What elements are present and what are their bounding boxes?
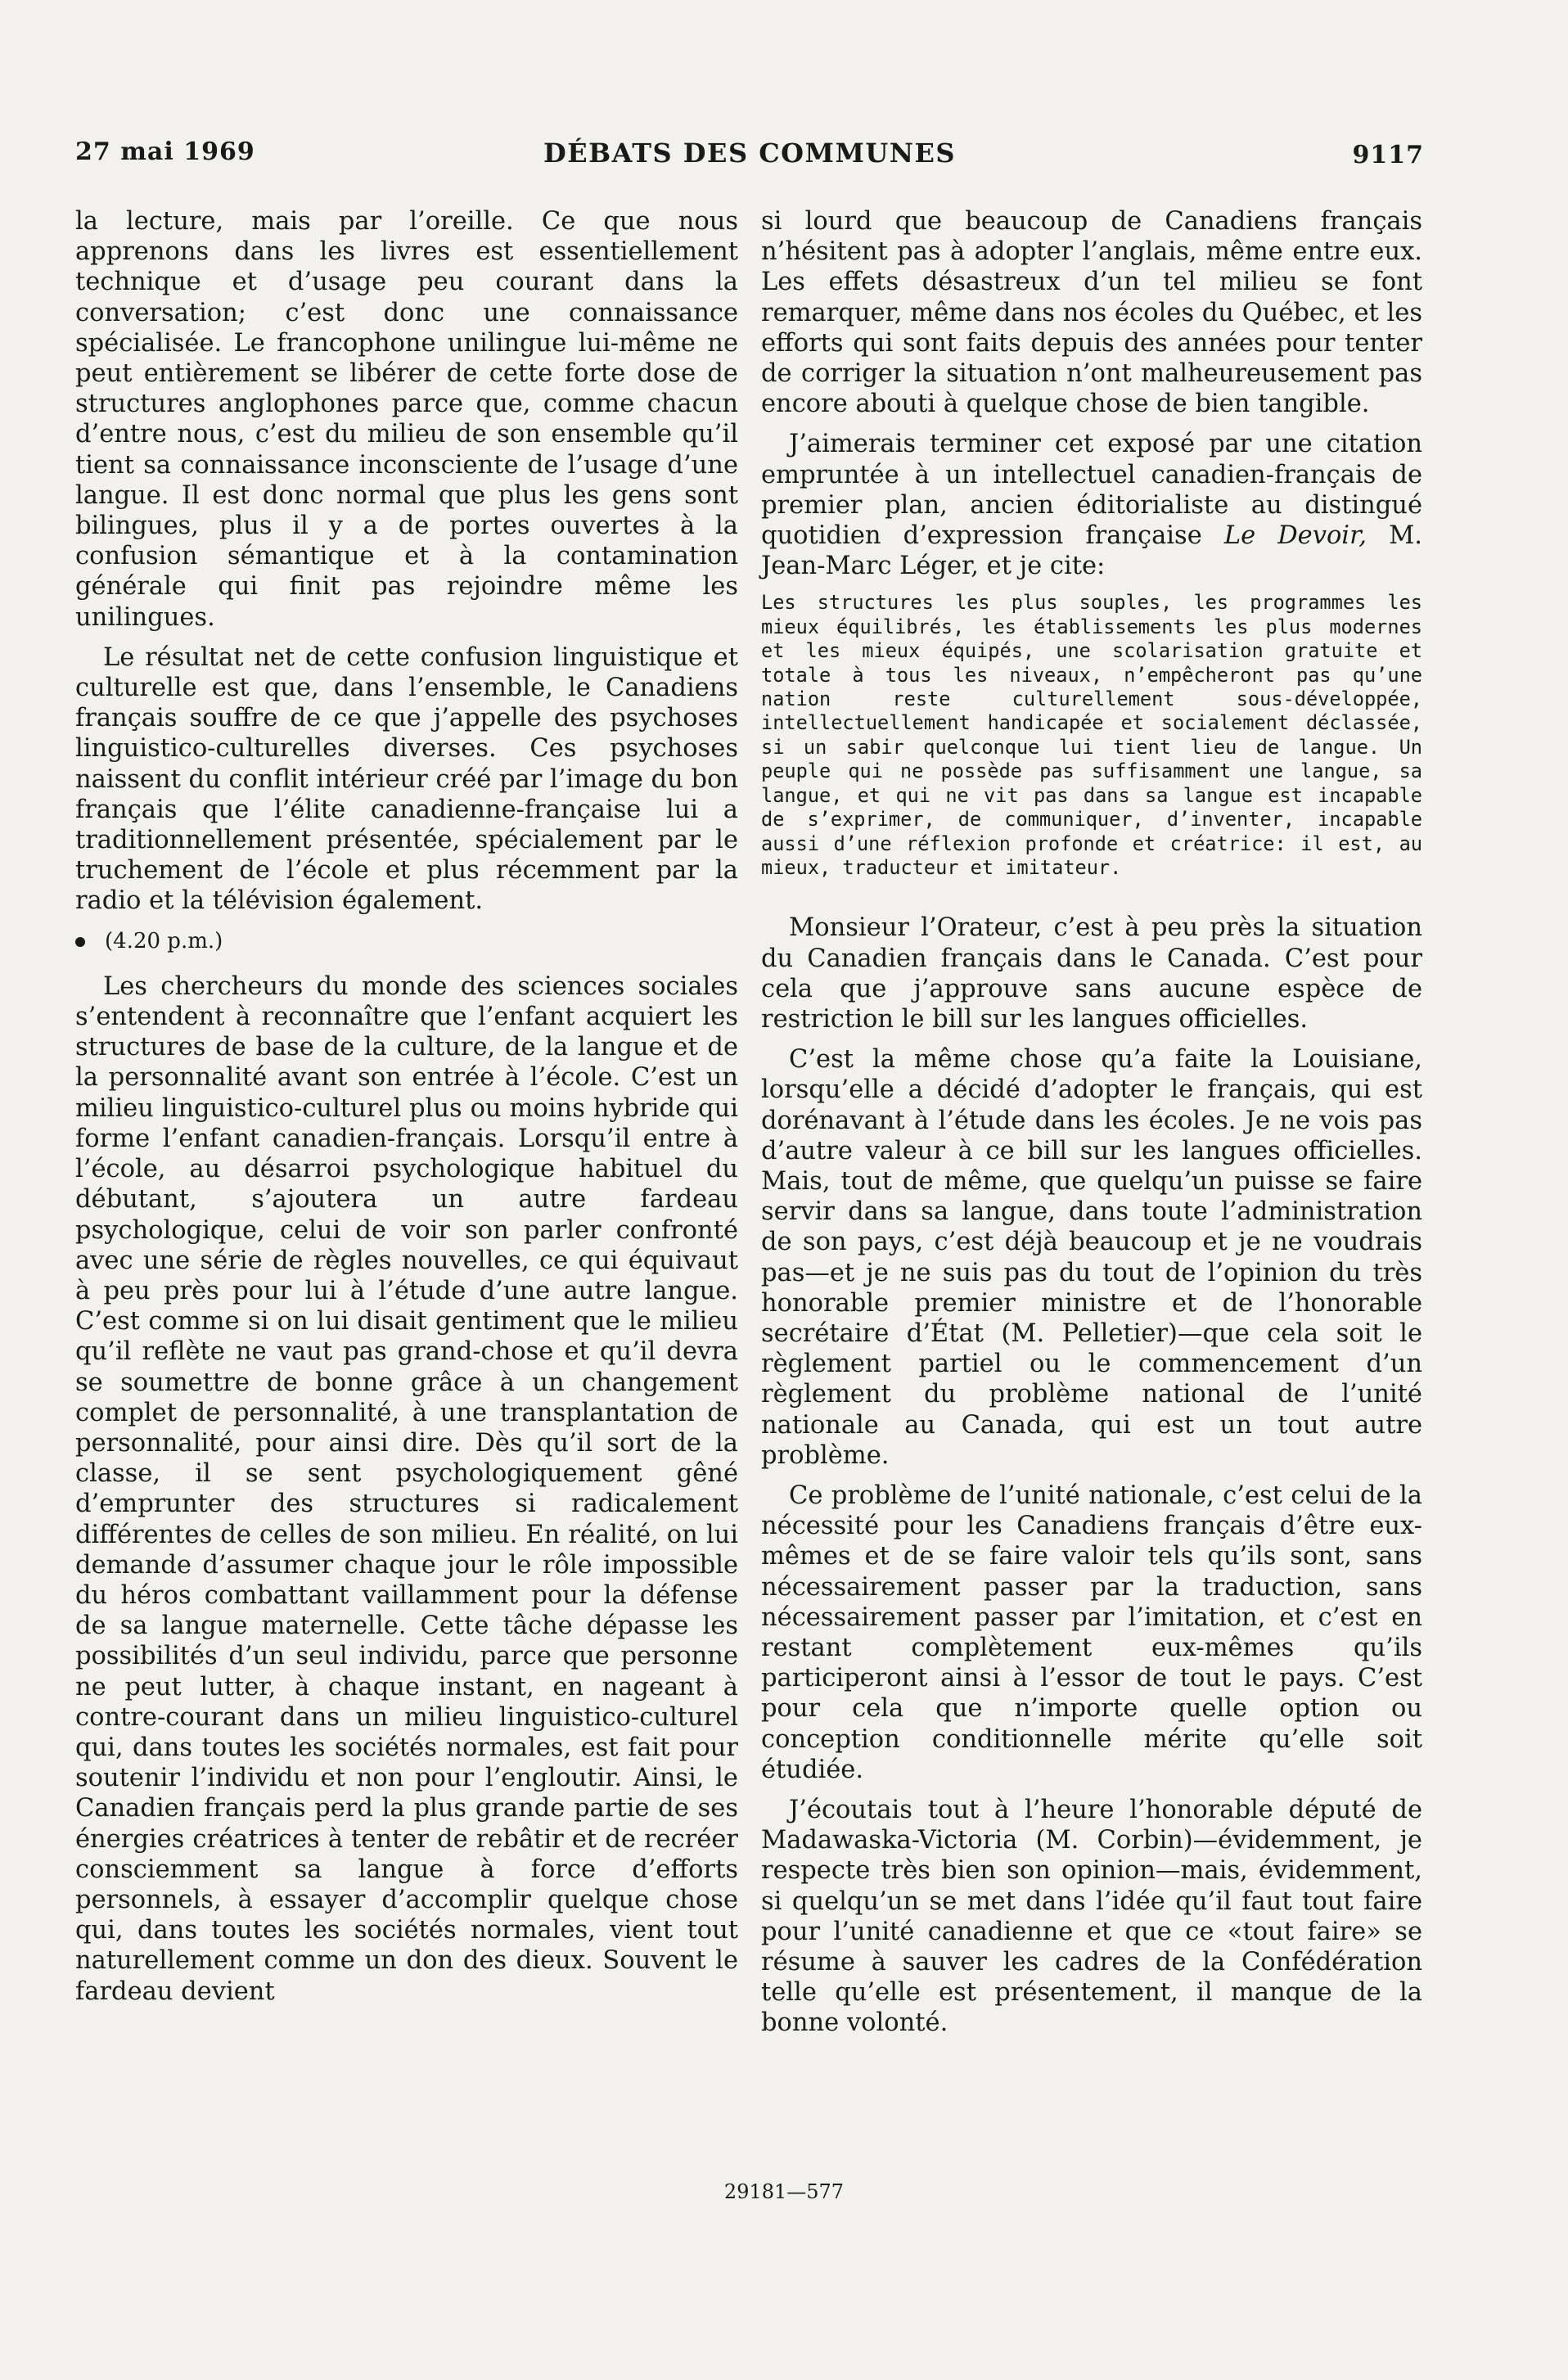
paragraph: Monsieur l’Orateur, c’est à peu près la situation du Canadien français dans le Canada. C’est pour cela que j’approuve sans aucune espèce de restriction le bill sur les langues officielles.	[761, 913, 1422, 1034]
paragraph: la lecture, mais par l’oreille. Ce que nous apprenons dans les livres est essentiellement technique et d’usage peu courant dans la conversation; c’est donc une connaissance spécialisée. Le francophone unilingue lui-même ne peut entièrement se libérer de cette forte dose de structures anglophones parce que, comme chacun d’entre nous, c’est du milieu de son ensemble qu’il tient sa connaissance inconsciente de l’usage d’une langue. Il est donc normal que plus les gens sont bilingues, plus il y a de portes ouvertes à la confusion sémantique et à la contamination générale qui finit pas rejoindre même les unilingues.	[75, 207, 738, 632]
paragraph	[761, 429, 1422, 581]
time-marker	[75, 926, 738, 957]
header-page-number: 9117	[1352, 141, 1424, 169]
paragraph-text: M. Jean-Marc Léger, et je cite:	[761, 521, 1423, 581]
paragraph: Les chercheurs du monde des sciences sociales s’entendent à reconnaître que l’enfant acquiert les structures de base de la culture, de la langue et de la personnalité avant son entrée à l’école. C’est un milieu linguistico-culturel plus ou moins hybride qui forme l’enfant canadien-français. Lorsqu’il entre à l’école, au désarroi psychologique habituel du débutant, s’ajoutera un autre fardeau psychologique, celui de voir son parler confronté avec une série de règles nouvelles, ce qui équivaut à peu près pour lui à l’étude d’une autre langue. C’est comme si on lui disait gentiment que le milieu qu’il reflète ne vaut pas grand-chose et qu’il devra se soumettre de bonne grâce à un changement complet de personnalité, à une transplantation de personnalité, pour ainsi dire. Dès qu’il sort de la classe, il se sent psychologiquement gêné d’emprunter des structures si radicalement différentes de celles de son milieu. En réalité, on lui demande d’assumer chaque jour le rôle impossible du héros combattant vaillamment pour la défense de sa langue maternelle. Cette tâche dépasse les possibilités d’un seul individu, parce que personne ne peut lutter, à chaque instant, en nageant à contre-courant dans un milieu linguistico-culturel qui, dans toutes les sociétés normales, est fait pour soutenir l’individu et non pour l’engloutir. Ainsi, le Canadien français perd la plus grande partie de ses énergies créatrices à tenter de rebâtir et de recréer consciemment sa langue à force d’efforts personnels, à essayer d’accomplir quelque chose qui, dans toutes les sociétés normales, vient tout naturellement comme un don des dieux. Souvent le fardeau devient	[75, 971, 738, 2006]
page-footer-code: 29181—577	[723, 2180, 845, 2203]
right-column	[761, 206, 1422, 2049]
page-header	[75, 137, 1424, 187]
paragraph: si lourd que beaucoup de Canadiens français n’hésitent pas à adopter l’anglais, même entre eux. Les effets désastreux d’un tel milieu se font remarquer, même dans nos écoles du Québec, et les efforts qui sont faits depuis des années pour tenter de corriger la situation n’ont malheureusement pas encore abouti à quelque chose de bien tangible.	[761, 207, 1422, 419]
newspaper-title: Le Devoir,	[1223, 521, 1367, 551]
paragraph: J’écoutais tout à l’heure l’honorable député de Madawaska-Victoria (M. Corbin)—évidemment, je respecte très bien son opinion—mais, évidemment, si quelqu’un se met dans l’idée qu’il faut tout faire pour l’unité canadienne et que ce «tout faire» se résume à sauver les cadres de la Confédération telle qu’elle est présentement, il manque de la bonne volonté.	[761, 1796, 1422, 2038]
paragraph: Ce problème de l’unité nationale, c’est celui de la nécessité pour les Canadiens français d’être eux-mêmes et de se faire valoir tels qu’ils sont, sans nécessairement passer par la traduction, sans nécessairement passer par l’imitation, et c’est en restant complètement eux-mêmes qu’ils participeront ainsi à l’essor de tout le pays. C’est pour cela que n’importe quelle option ou conception conditionnelle mérite qu’elle soit étudiée.	[761, 1481, 1422, 1784]
header-title: DÉBATS DES COMMUNES	[543, 137, 957, 169]
time-marker-text: (4.20 p.m.)	[105, 928, 223, 953]
block-quote: Les structures les plus souples, les programmes les mieux équilibrés, les établissements les plus modernes et les mieux équipés, une scolarisation gratuite et totale à tous les niveaux, n’empêcheront pas qu’une nation reste culturellement sous-développée, intellectuellement handicapée et socialement déclassée, si un sabir quelconque lui tient lieu de langue. Un peuple qui ne possède pas suffisamment une langue, sa langue, et qui ne vit pas dans sa langue est incapable de s’exprimer, de communiquer, d’inventer, incapable aussi d’une réflexion profonde et créatrice: il est, au mieux, traducteur et imitateur.	[761, 591, 1422, 879]
left-column	[75, 206, 738, 2017]
paragraph: Le résultat net de cette confusion linguistique et culturelle est que, dans l’ensemble, le Canadiens français souffre de ce que j’appelle des psychoses linguistico-culturelles diverses. Ces psychoses naissent du conflit intérieur créé par l’image du bon français que l’élite canadienne-française lui a traditionnellement présentée, spécialement par le truchement de l’école et plus récemment par la radio et la télévision également.	[75, 642, 738, 916]
bullet-icon	[75, 937, 85, 947]
header-date: 27 mai 1969	[75, 137, 255, 166]
paragraph: C’est la même chose qu’a faite la Louisiane, lorsqu’elle a décidé d’adopter le français, qui est dorénavant à l’étude dans les écoles. Je ne vois pas d’autre valeur à ce bill sur les langues officielles. Mais, tout de même, que quelqu’un puisse se faire servir dans sa langue, dans toute l’administration de son pays, c’est déjà beaucoup et je ne voudrais pas—et je ne suis pas du tout de l’opinion du très honorable premier ministre et de l’honorable secrétaire d’État (M. Pelletier)—que cela soit le règlement partiel ou le commencement d’un règlement du problème national de l’unité nationale au Canada, qui est un tout autre problème.	[761, 1045, 1422, 1470]
paragraph-text: J’aimerais terminer cet exposé par une citation empruntée à un intellectuel canadien-français de premier plan, ancien éditorialiste au distingué quotidien d’expression française	[761, 430, 1422, 551]
